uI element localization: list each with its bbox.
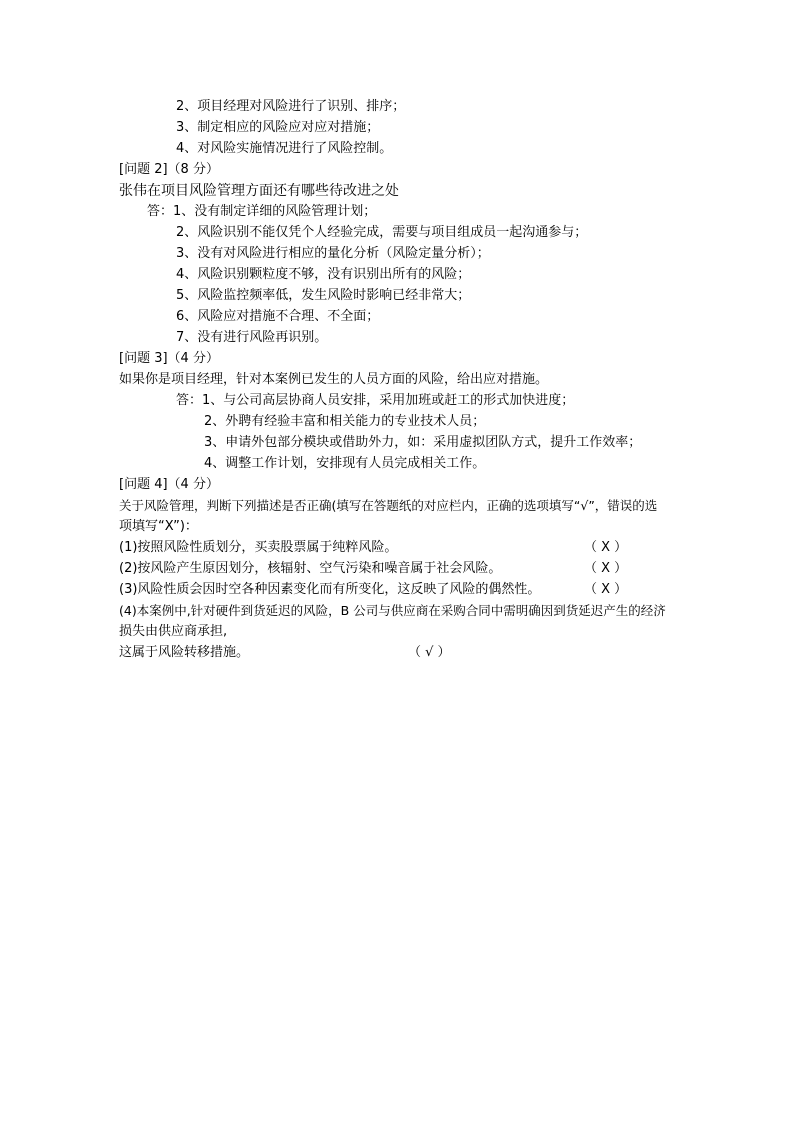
q4-item-answer: （ X ）: [584, 540, 628, 555]
q3-answer: 4、调整工作计划，安排现有人员完成相关工作。: [204, 456, 486, 471]
q4-question: 项填写“X”)：: [119, 519, 198, 534]
q2-answer: 3、没有对风险进行相应的量化分析（风险定量分析）；: [176, 246, 490, 261]
q4-item-answer: （ X ）: [584, 582, 628, 597]
q2-answer: 2、风险识别不能仅凭个人经验完成，需要与项目组成员一起沟通参与；: [176, 225, 588, 240]
q4-item: 这属于风险转移措施。: [119, 645, 250, 660]
intro-item: 4、对风险实施情况进行了风险控制。: [176, 141, 393, 156]
q4-item: (1)按照风险性质划分，买卖股票属于纯粹风险。: [119, 540, 398, 555]
q4-item-answer: （ √ ）: [408, 645, 451, 660]
q4-item: (4)本案例中,针对硬件到货延迟的风险，B 公司与供应商在采购合同中需明确因到货延迟产生的经济: [119, 603, 666, 618]
q2-answer: 4、风险识别颗粒度不够，没有识别出所有的风险；: [176, 267, 471, 282]
q3-heading: [问题 3]（4 分）: [119, 351, 219, 366]
q3-answer: 2、外聘有经验丰富和相关能力的专业技术人员；: [204, 414, 486, 429]
q3-answer: 答：1、与公司高层协商人员安排，采用加班或赶工的形式加快进度；: [176, 393, 575, 408]
q3-answer: 3、申请外包部分模块或借助外力，如：采用虚拟团队方式，提升工作效率；: [204, 435, 642, 450]
q2-answer: 7、没有进行风险再识别。: [176, 330, 328, 345]
q4-heading: [问题 4]（4 分）: [119, 477, 219, 492]
intro-item: 3、制定相应的风险应对应对措施；: [176, 120, 380, 135]
q2-question: 张伟在项目风险管理方面还有哪些待改进之处: [119, 183, 399, 199]
q3-question: 如果你是项目经理，针对本案例已发生的人员方面的风险，给出应对措施。: [119, 372, 549, 387]
intro-item: 2、项目经理对风险进行了识别、排序；: [176, 99, 406, 114]
q4-item: 损失由供应商承担,: [119, 624, 228, 639]
q4-item-answer: （ X ）: [584, 561, 628, 576]
q4-question: 关于风险管理，判断下列描述是否正确(填写在答题纸的对应栏内，正确的选项填写“√”，错误的选: [119, 498, 658, 513]
q2-heading: [问题 2]（8 分）: [119, 162, 219, 177]
q2-answer: 6、风险应对措施不合理、不全面；: [176, 309, 380, 324]
q2-answer: 5、风险监控频率低，发生风险时影响已经非常大；: [176, 288, 471, 303]
q2-answer: 答：1、没有制定详细的风险管理计划；: [147, 204, 377, 219]
q4-item: (2)按风险产生原因划分，核辐射、空气污染和噪音属于社会风险。: [119, 561, 502, 576]
q4-item: (3)风险性质会因时空各种因素变化而有所变化，这反映了风险的偶然性。: [119, 582, 541, 597]
